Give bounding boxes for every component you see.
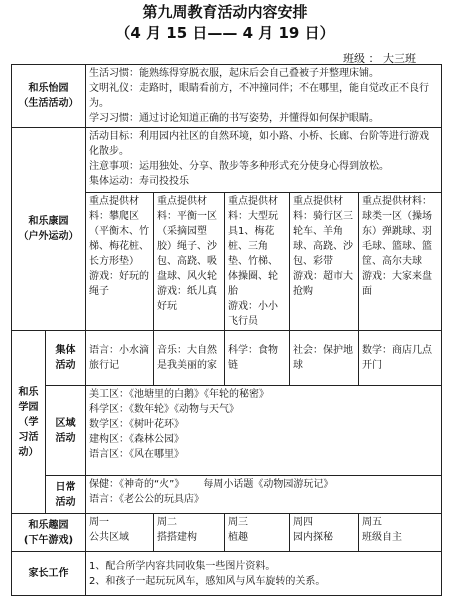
date-range: （4 月 15 日—— 4 月 19 日）	[115, 24, 335, 42]
area-science: 科学区：《数年轮》《动物与天气》	[89, 404, 239, 415]
outdoor-notes: 注意事项：运用独处、分享、散步等多种形式充分使身心得到放松。	[89, 161, 389, 172]
outdoor-thu: 重点提供材料：骑行区三轮车、羊角球、高跷、沙包、彩带 游戏：超市大抢购	[290, 193, 359, 331]
recess-row	[12, 514, 442, 552]
area-art: 美工区：《池塘里的白鹅》《年轮的秘密》	[89, 389, 269, 400]
parents-label: 家长工作	[12, 552, 86, 596]
outdoor-goal: 活动目标：利用园内社区的自然环境，如小路、小桥、长廊、台阶等进行游戏化散步。	[89, 131, 429, 157]
life-habit: 生活习惯：能熟练得穿脱衣服，起床后会自己叠被子并整理床铺。	[89, 68, 379, 79]
group-thu: 社会：保护地球	[290, 331, 359, 386]
group-wed: 科学：食物链	[225, 331, 290, 386]
group-mon: 语言：小水滴旅行记	[86, 331, 154, 386]
class-info: 班级 ： 大三班	[343, 52, 416, 65]
area-activity-row	[12, 386, 442, 476]
outdoor-intro	[86, 128, 442, 193]
life-row	[12, 65, 442, 128]
parents-row	[12, 552, 442, 596]
area-activity-content	[86, 386, 442, 476]
outdoor-mon: 重点提供材料：攀爬区（平衡木、竹梯、梅花桩、长方形垫） 游戏：好玩的绳子	[86, 193, 154, 331]
daily-activity-row	[12, 476, 442, 514]
area-activity-label: 区域 活动	[46, 386, 86, 476]
page-title: 第九周教育活动内容安排	[142, 3, 308, 21]
daily-language: 语言：《老公公的玩具店》	[89, 494, 204, 505]
area-language: 语言区：《风在哪里》	[89, 449, 184, 460]
area-building: 建构区：《森林公园》	[89, 434, 184, 445]
outdoor-fri: 重点提供材料：球类一区（操场东）弹跳球、羽毛球、篮球、篮筐、高尔夫球 游戏：大家来盘面	[359, 193, 442, 331]
outdoor-tue: 重点提供材料：平衡一区（采摘园塑胶）绳子、沙包、高跷、吸盘球、风火轮 游戏：纸儿真好玩	[154, 193, 225, 331]
group-fri: 数学：商店几点开门	[359, 331, 442, 386]
area-math: 数学区：《树叶花环》	[89, 419, 184, 430]
life-study-habit: 学习习惯：通过讨论知道正确的书写姿势，并懂得如何保护眼睛。	[89, 113, 379, 124]
daily-activity-content	[86, 476, 442, 514]
daily-health: 保健：《神奇的“火”》 每周小话题《动物园游玩记》	[89, 479, 334, 490]
outdoor-label: 和乐康园 （户外运动）	[12, 128, 86, 331]
life-content	[86, 65, 442, 128]
schedule-table	[11, 64, 442, 596]
group-tue: 音乐：大自然是我美丽的家	[154, 331, 225, 386]
outdoor-intro-row	[12, 128, 442, 193]
recess-label: 和乐趣园 (下午游戏)	[12, 514, 86, 552]
life-label: 和乐怡园 （生活活动）	[12, 65, 86, 128]
group-activity-row	[12, 331, 442, 386]
group-activity-label: 集体 活动	[46, 331, 86, 386]
recess-mon: 周一 公共区域	[86, 514, 154, 552]
life-etiquette: 文明礼仪：走路时，眼睛看前方，不冲撞同伴；不在哪里，能自觉改正不良行为。	[89, 83, 429, 109]
outdoor-group-game: 集体运动：寿司投投乐	[89, 176, 189, 187]
recess-thu: 周四 园内探秘	[290, 514, 359, 552]
study-label: 和乐 学园 （学 习活 动）	[12, 331, 46, 514]
parents-item-1: 1、配合所学内容共同收集一些图片资料。	[89, 560, 276, 572]
parents-item-2: 2、和孩子一起玩玩风车，感知风与风车旋转的关系。	[89, 575, 326, 587]
parents-content	[86, 552, 442, 596]
recess-wed: 周三 植趣	[225, 514, 290, 552]
daily-activity-label: 日常 活动	[46, 476, 86, 514]
recess-fri: 周五 班级自主	[359, 514, 442, 552]
recess-tue: 周二 搭搭建构	[154, 514, 225, 552]
outdoor-wed: 重点提供材料：大型玩具1、梅花桩、三角垫、竹梯、体操圈、轮胎 游戏：小小飞行员	[225, 193, 290, 331]
